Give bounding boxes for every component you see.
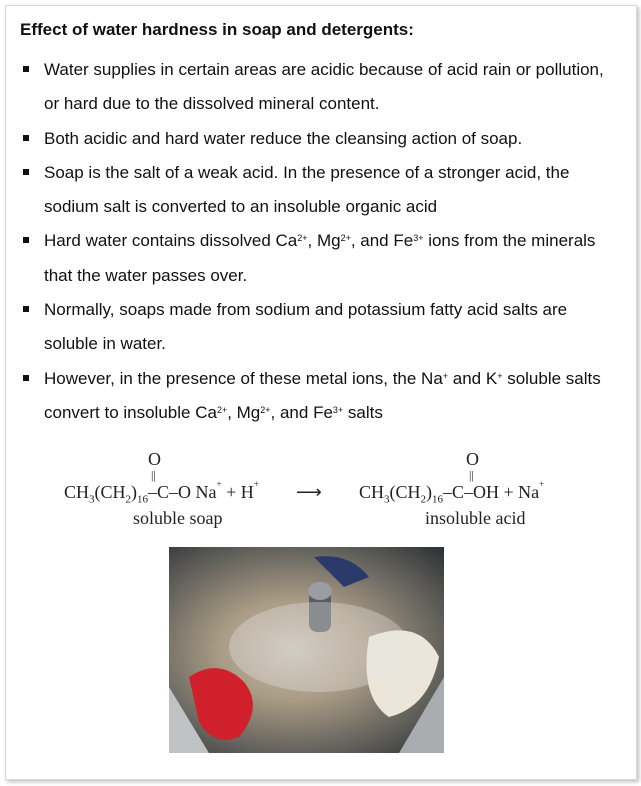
carbonyl-oxygen-left: O <box>148 449 161 469</box>
bullet-text: soluble salts convert to insoluble Ca <box>44 368 601 422</box>
square-bullet-icon <box>23 237 29 243</box>
bullet-text: , Mg <box>307 231 341 251</box>
bullet-text: Soap is the salt of a weak acid. In the presence of a stronger acid, the sodium salt is converted to an insoluble organic acid <box>44 162 570 217</box>
eq-sub: 2 <box>125 493 132 506</box>
reaction-arrow-icon: ⟶ <box>296 482 322 502</box>
section-title: Effect of water hardness in soap and detergents: <box>20 20 414 39</box>
square-bullet-icon <box>23 169 29 175</box>
hard-water-laundry-photo <box>169 547 444 753</box>
superscript-charge: + <box>497 370 503 381</box>
bullet-item <box>20 156 620 225</box>
bullet-text: Hard water contains dissolved Ca <box>44 231 298 251</box>
square-bullet-icon <box>23 375 29 381</box>
label-soluble-soap: soluble soap <box>133 508 223 528</box>
soap-foam <box>229 602 409 692</box>
double-bond-right: || <box>469 468 474 482</box>
superscript-charge: + <box>442 370 449 381</box>
eq-text: –C–O <box>148 482 192 502</box>
drain-post-top <box>308 582 332 600</box>
bullet-item <box>20 122 620 156</box>
equation-reactants <box>64 479 259 506</box>
photo-illustration <box>169 547 444 753</box>
carbonyl-oxygen-right: O <box>466 449 479 469</box>
label-insoluble-acid: insoluble acid <box>425 508 526 528</box>
square-bullet-icon <box>23 306 29 312</box>
eq-sup: + <box>253 479 259 489</box>
bullet-text: Both acidic and hard water reduce the cleansing action of soap. <box>44 128 523 148</box>
superscript-charge: 2+ <box>297 233 308 244</box>
eq-sub: 3 <box>89 493 95 506</box>
square-bullet-icon <box>23 135 29 141</box>
eq-sub: 16 <box>432 493 444 506</box>
bullet-text: However, in the presence of these metal ions, the Na <box>44 368 443 388</box>
eq-text: CH <box>64 482 90 502</box>
bullet-text: and K <box>448 368 498 388</box>
equation-products <box>359 479 545 506</box>
eq-text: + H <box>221 482 254 502</box>
superscript-charge: 2+ <box>260 404 271 415</box>
bullet-text: Normally, soaps made from sodium and potassium fatty acid salts are soluble in water. <box>44 300 568 354</box>
bullet-text: salts <box>343 402 383 422</box>
bullet-text: Water supplies in certain areas are acidic because of acid rain or pollution, or hard due to the dissolved mineral content. <box>44 60 604 114</box>
bullet-item <box>20 224 620 293</box>
red-cloth <box>189 668 253 740</box>
superscript-charge: 2+ <box>216 404 228 415</box>
eq-sub: 2 <box>420 493 427 506</box>
bullet-item <box>20 293 620 362</box>
superscript-charge: 3+ <box>413 233 424 244</box>
eq-sub: 3 <box>384 493 390 506</box>
bullet-list <box>20 53 620 430</box>
bullet-text: ions from the minerals that the water passes over. <box>44 231 596 285</box>
eq-text: ) <box>426 482 433 502</box>
bullet-text: , Mg <box>227 402 261 422</box>
bullet-text: , and Fe <box>270 402 333 422</box>
eq-sup: + <box>216 479 222 489</box>
double-bond-left: || <box>151 468 156 482</box>
eq-text: –C–OH + Na <box>443 482 540 502</box>
eq-text: Na <box>195 482 217 502</box>
eq-text: (CH <box>94 482 126 502</box>
eq-text: ) <box>131 482 138 502</box>
square-bullet-icon <box>23 66 29 72</box>
bullet-item <box>20 362 620 431</box>
eq-text: (CH <box>389 482 421 502</box>
eq-sub: 16 <box>137 493 149 506</box>
bullet-text: , and Fe <box>350 231 414 251</box>
eq-text: CH <box>359 482 385 502</box>
bullet-item <box>20 53 620 122</box>
superscript-charge: 3+ <box>332 404 344 415</box>
slide-card <box>5 5 637 780</box>
eq-sup: + <box>539 479 545 489</box>
chemical-equation <box>61 446 591 536</box>
superscript-charge: 2+ <box>340 233 351 244</box>
